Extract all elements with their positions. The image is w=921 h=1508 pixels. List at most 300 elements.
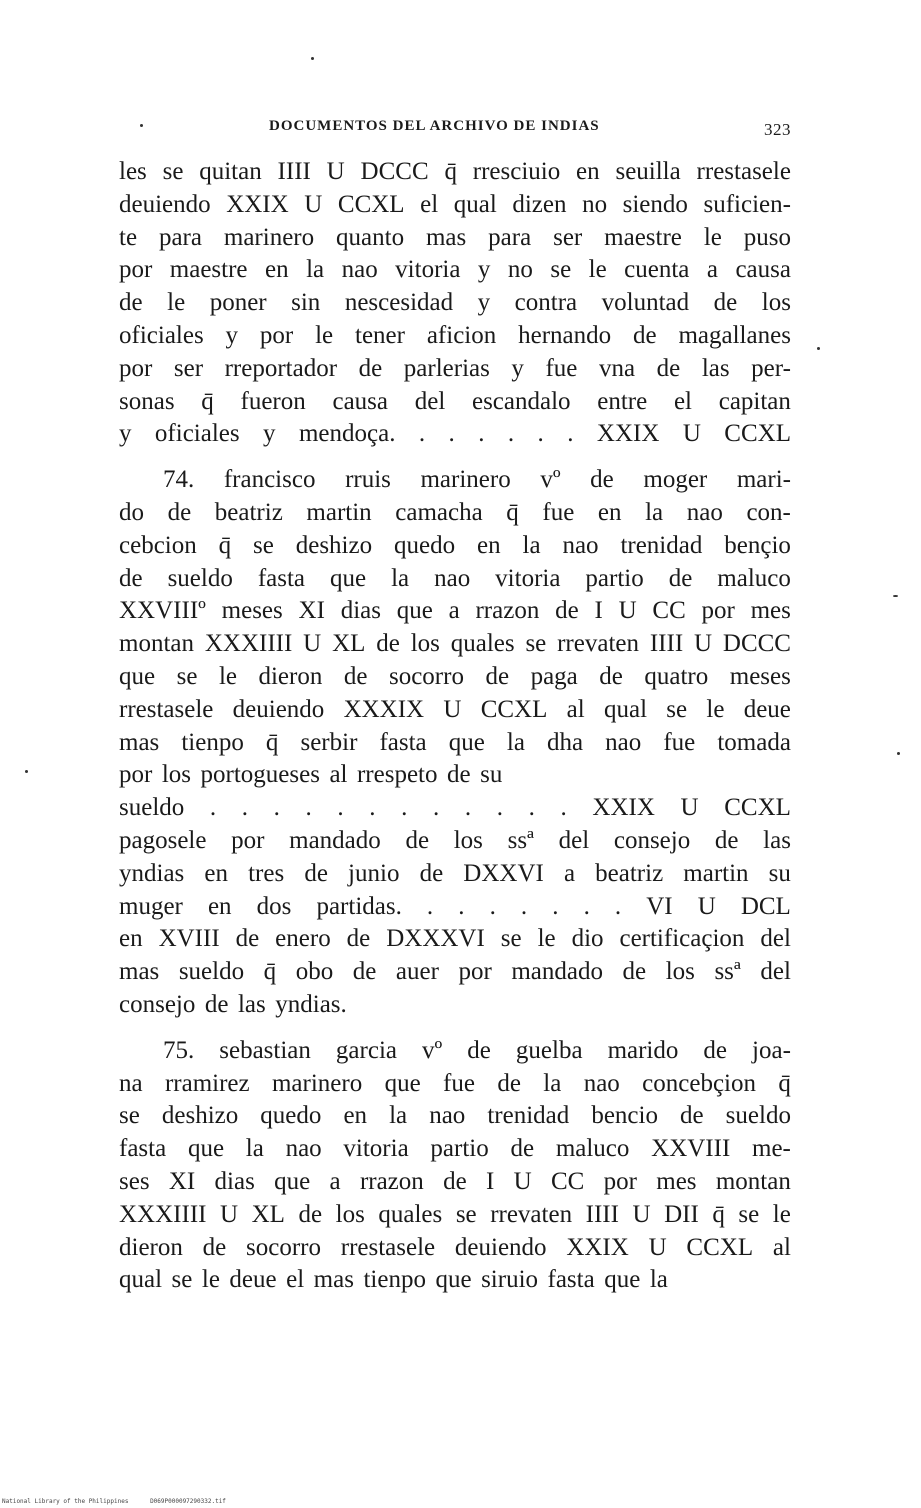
text-line: [119, 595, 791, 628]
text-line: [119, 825, 791, 858]
word: socorro: [388, 662, 464, 690]
word: de: [447, 761, 471, 789]
word: de: [358, 354, 383, 382]
word: que: [187, 1135, 225, 1163]
word: XXXIIII: [204, 630, 293, 658]
word: IIII: [585, 1200, 619, 1228]
word: moger: [643, 466, 708, 494]
word: causa: [332, 387, 388, 415]
word: de: [467, 1036, 491, 1064]
word: de: [703, 1036, 728, 1064]
word: las: [763, 826, 791, 854]
word: de: [680, 1102, 704, 1130]
word: pagosele: [119, 826, 207, 854]
word: y: [119, 420, 132, 448]
word: DXXXVI: [386, 925, 485, 953]
word: capitan: [718, 387, 791, 415]
word: vitoria: [343, 1135, 409, 1163]
word: de: [346, 925, 371, 953]
word: la: [306, 256, 325, 284]
word: .: [552, 892, 559, 920]
speck: [25, 770, 28, 773]
file-name: D069P000097290332.tif: [150, 1498, 226, 1505]
word: de: [298, 1200, 323, 1228]
word: de: [555, 597, 579, 625]
word: puso: [743, 223, 791, 251]
word: de: [714, 826, 739, 854]
word: en: [204, 859, 228, 887]
word: enero: [275, 925, 331, 953]
word: partio: [430, 1135, 489, 1163]
word: CCXL: [724, 420, 791, 448]
word: dha: [547, 728, 584, 756]
word: quanto: [336, 223, 405, 251]
word: XL: [251, 1200, 285, 1228]
word: rreportador: [224, 354, 338, 382]
word: .: [458, 892, 465, 920]
word: camacha: [395, 498, 483, 526]
word: vº: [422, 1036, 443, 1064]
word: le: [201, 1266, 220, 1294]
speck: [311, 57, 314, 60]
word: cuenta: [624, 256, 690, 284]
word: parlerias: [403, 354, 490, 382]
word: que: [330, 564, 367, 592]
word: fue: [542, 498, 575, 526]
word: partidas.: [316, 892, 402, 920]
word: le: [218, 662, 237, 690]
word: sueldo: [119, 794, 185, 822]
word: CCXL: [724, 794, 791, 822]
word: socorro: [246, 1233, 321, 1261]
word: rrazon: [359, 1167, 424, 1195]
word: que: [604, 1266, 641, 1294]
word: se: [162, 158, 184, 185]
word: en: [119, 925, 143, 953]
word: do: [119, 498, 144, 526]
word: VI: [646, 892, 673, 920]
word: al: [772, 1233, 791, 1261]
word: rramirez: [164, 1069, 250, 1097]
word: el: [420, 190, 439, 218]
word: vitoria: [495, 564, 561, 592]
word: U: [220, 1200, 239, 1228]
word: de: [405, 826, 430, 854]
word: se: [455, 1200, 477, 1228]
word: de: [419, 859, 444, 887]
word: que: [274, 1167, 311, 1195]
word: dio: [571, 925, 604, 953]
word: del: [760, 958, 791, 986]
word: partio: [585, 564, 644, 592]
word: q̄: [712, 1200, 725, 1228]
word: los: [161, 761, 192, 789]
word: se: [738, 1200, 760, 1228]
word: XL: [332, 630, 366, 658]
text-line: [119, 353, 791, 386]
text-line: [119, 694, 791, 727]
word: a: [706, 256, 718, 284]
word: se: [666, 695, 688, 723]
word: U: [648, 1233, 667, 1261]
word: rrespeto: [356, 761, 438, 789]
word: .: [507, 420, 515, 448]
word: XXIX: [592, 794, 655, 822]
word: rrestasele: [696, 158, 791, 185]
word: meses: [221, 597, 283, 625]
word: hernando: [518, 321, 612, 349]
word: yndias: [119, 859, 185, 887]
word: deshizo: [161, 1102, 239, 1130]
text-line: [119, 891, 791, 924]
text-line: [119, 1133, 791, 1166]
word: XXXIIII: [119, 1200, 207, 1228]
text-line: [119, 497, 791, 530]
text-line: [119, 661, 791, 694]
word: maestre: [604, 223, 682, 251]
word: el: [286, 1266, 305, 1294]
word: se: [253, 531, 274, 559]
text-line: [119, 923, 791, 956]
word: quedo: [394, 531, 456, 559]
word: del: [760, 925, 791, 953]
word: qual: [453, 190, 497, 218]
word: marinero: [420, 466, 511, 494]
word: la: [522, 531, 541, 559]
word: nao: [341, 256, 378, 284]
word: IIII: [649, 630, 684, 658]
word: por: [231, 826, 265, 854]
word: deuiendo: [119, 190, 211, 218]
word: consejo: [613, 826, 691, 854]
word: maestre: [169, 256, 248, 284]
word: y: [263, 420, 276, 448]
word: fueron: [240, 387, 306, 415]
text-line: [119, 156, 791, 189]
word: se: [119, 1102, 140, 1130]
word: fue: [443, 1069, 475, 1097]
word: junio: [348, 859, 400, 887]
word: contra: [514, 289, 578, 317]
text-line: [119, 792, 791, 825]
word: joa-: [752, 1036, 791, 1064]
word: q̄: [218, 531, 232, 559]
word: y: [225, 321, 239, 349]
word: fue: [545, 354, 578, 382]
word: magallanes: [678, 321, 791, 349]
word: de: [167, 498, 192, 526]
word: qual: [603, 695, 648, 723]
word: rrevaten: [557, 630, 639, 658]
word: tienpo: [181, 728, 244, 756]
word: vna: [598, 354, 636, 382]
word: CCXL: [337, 190, 405, 218]
word: rrazon: [475, 597, 540, 625]
word: voluntad: [601, 289, 690, 317]
word: quitan: [199, 158, 262, 185]
word: le: [706, 695, 725, 723]
text-line: [119, 1166, 791, 1199]
word: en: [265, 256, 289, 284]
word: q̄: [201, 387, 214, 415]
word: .: [418, 420, 426, 448]
word: los: [335, 1200, 365, 1228]
word: ssª: [507, 826, 534, 854]
word: XXXIX: [343, 695, 425, 723]
word: en: [477, 531, 501, 559]
word: a: [329, 1167, 341, 1195]
word: martin: [683, 859, 749, 887]
word: de: [656, 354, 681, 382]
word: nescesidad: [344, 289, 454, 317]
text-line: [119, 418, 791, 451]
word: U: [326, 158, 345, 185]
word: .: [496, 794, 504, 822]
word: el: [673, 387, 692, 415]
word: meses: [729, 662, 791, 690]
word: beatriz: [214, 498, 283, 526]
text-line: [119, 464, 791, 497]
word: los: [453, 826, 483, 854]
word: mas: [313, 1266, 354, 1294]
word: de: [713, 289, 738, 317]
word: tres: [248, 859, 285, 887]
word: certificaçion: [619, 925, 745, 953]
word: 75.: [163, 1036, 195, 1064]
word: por: [603, 1167, 637, 1195]
text-line: [119, 530, 791, 563]
word: dieron: [119, 1233, 183, 1261]
word: al: [329, 761, 348, 789]
word: la: [543, 1069, 562, 1097]
word: la: [645, 498, 664, 526]
word: les: [119, 158, 147, 185]
word: CCXL: [480, 695, 548, 723]
word: seuilla: [615, 158, 681, 185]
word: U: [697, 892, 716, 920]
word: bençio: [724, 531, 791, 559]
word: mandado: [289, 826, 381, 854]
word: mari-: [736, 466, 791, 494]
word: sueldo: [178, 958, 245, 986]
word: por: [259, 321, 294, 349]
word: de: [235, 925, 260, 953]
word: I: [594, 597, 603, 625]
word: los: [665, 958, 695, 986]
text-line: [119, 1264, 791, 1297]
word: siendo: [622, 190, 688, 218]
word: mas: [119, 958, 160, 986]
word: XXVIII: [651, 1135, 731, 1163]
word: deue: [229, 1266, 277, 1294]
word: maluco: [555, 1135, 630, 1163]
text-line: [119, 628, 791, 661]
word: de: [599, 662, 623, 690]
text-line: [119, 989, 791, 1022]
word: dias: [340, 597, 381, 625]
word: de: [204, 990, 229, 1018]
word: te: [119, 223, 138, 251]
text-line: [119, 563, 791, 596]
speck: [893, 595, 898, 597]
word: se: [550, 256, 572, 284]
word: na: [119, 1069, 143, 1097]
text-line: [119, 254, 791, 287]
word: fasta: [119, 1135, 167, 1163]
word: ssª: [714, 958, 741, 986]
word: la: [649, 1266, 668, 1294]
word: ser: [173, 354, 204, 382]
word: quales: [450, 630, 515, 658]
word: le: [703, 223, 722, 251]
word: martin: [306, 498, 372, 526]
text-line: [119, 1232, 791, 1265]
word: al: [566, 695, 585, 723]
word: la: [389, 1102, 408, 1130]
word: .: [337, 794, 344, 822]
word: .: [537, 420, 544, 448]
word: U: [443, 695, 462, 723]
word: en: [343, 1102, 368, 1130]
word: de: [352, 958, 377, 986]
word: fue: [663, 728, 696, 756]
word: la: [391, 564, 410, 592]
word: obo: [295, 958, 334, 986]
word: la: [506, 728, 525, 756]
word: 74.: [163, 466, 195, 494]
word: .: [209, 794, 217, 822]
word: le: [167, 289, 186, 317]
word: oficiales: [154, 420, 240, 448]
word: de: [343, 662, 368, 690]
word: yndias.: [275, 990, 347, 1018]
word: XXIX: [596, 420, 660, 448]
word: DCCC: [360, 158, 429, 185]
word: mandado: [511, 958, 603, 986]
word: de: [443, 1167, 467, 1195]
text-line: [119, 189, 791, 222]
word: fasta: [547, 1266, 595, 1294]
word: tomada: [717, 728, 791, 756]
word: por: [701, 597, 735, 625]
word: nao: [434, 564, 471, 592]
word: dos: [256, 892, 292, 920]
text-line: [119, 320, 791, 353]
word: tienpo: [363, 1266, 426, 1294]
word: se: [500, 925, 522, 953]
word: de: [590, 466, 614, 494]
word: por: [119, 256, 153, 284]
word: le: [588, 256, 607, 284]
word: francisco: [223, 466, 316, 494]
word: dieron: [258, 662, 323, 690]
word: fasta: [257, 564, 306, 592]
word: .: [528, 794, 535, 822]
word: montan: [715, 1167, 791, 1195]
word: bencio: [591, 1102, 658, 1130]
word: de: [119, 289, 143, 317]
word: U: [694, 630, 713, 658]
word: auer: [395, 958, 439, 986]
word: suficien-: [703, 190, 791, 218]
word: mendoça.: [298, 420, 396, 448]
word: nao: [583, 1069, 620, 1097]
text-line: [119, 956, 791, 989]
word: los: [761, 289, 791, 317]
word: a: [563, 859, 576, 887]
word: .: [478, 420, 485, 448]
word: escandalo: [471, 387, 571, 415]
word: .: [401, 794, 408, 822]
word: con-: [746, 498, 791, 526]
word: garcia: [335, 1036, 397, 1064]
word: montan: [119, 630, 194, 658]
word: que: [384, 1069, 421, 1097]
word: XVIII: [158, 925, 220, 953]
text-line: [119, 1100, 791, 1133]
word: .: [583, 892, 590, 920]
word: U: [303, 630, 322, 658]
word: nao: [605, 728, 642, 756]
word: causa: [735, 256, 791, 284]
text-line: [119, 287, 791, 320]
word: le: [315, 321, 334, 349]
word: de: [304, 859, 328, 887]
word: deuiendo: [232, 695, 325, 723]
word: CC: [652, 597, 686, 625]
word: XXIX: [566, 1233, 629, 1261]
word: trenidad: [620, 531, 703, 559]
word: U: [618, 597, 637, 625]
text-line: [119, 386, 791, 419]
word: a: [448, 597, 460, 625]
word: de: [119, 564, 143, 592]
word: serbir: [300, 728, 358, 756]
word: mes: [656, 1167, 697, 1195]
word: U: [680, 794, 699, 822]
word: deuiendo: [454, 1233, 547, 1261]
word: en: [576, 158, 600, 185]
word: q̄: [506, 498, 519, 526]
word: deue: [743, 695, 791, 723]
word: portogueses: [200, 761, 320, 789]
word: paga: [530, 662, 578, 690]
word: por: [119, 354, 153, 382]
text-line: [119, 727, 791, 760]
word: DXXVI: [463, 859, 544, 887]
word: sebastian: [219, 1036, 311, 1064]
word: nao: [429, 1102, 466, 1130]
text-line: [119, 759, 791, 792]
word: las: [237, 990, 266, 1018]
word: XI: [168, 1167, 196, 1195]
word: y: [477, 256, 491, 284]
word: sin: [291, 289, 321, 317]
word: vº: [540, 466, 561, 494]
word: DCCC: [722, 630, 791, 658]
word: y: [511, 354, 524, 382]
word: se: [176, 662, 198, 690]
word: DII: [664, 1200, 699, 1228]
word: .: [520, 892, 528, 920]
word: mas: [119, 728, 160, 756]
word: q̄: [265, 728, 279, 756]
word: no: [507, 256, 533, 284]
word: q̄: [778, 1069, 791, 1097]
text-line: [119, 1035, 791, 1068]
speck: [817, 347, 820, 350]
word: quedo: [260, 1102, 322, 1130]
